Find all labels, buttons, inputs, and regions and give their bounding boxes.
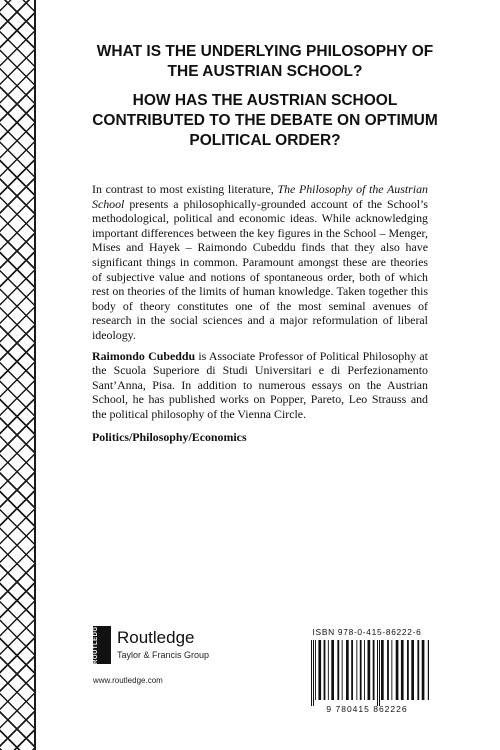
barcode-bar bbox=[315, 640, 316, 700]
barcode-bar bbox=[387, 640, 389, 700]
barcode-bar bbox=[331, 640, 334, 700]
barcode-bar bbox=[364, 640, 365, 700]
barcode-bar bbox=[391, 640, 392, 700]
heading-question-2: HOW HAS THE AUSTRIAN SCHOOL CONTRIBUTED TO THE DEBATE ON OPTIMUM POLITICAL ORDER? bbox=[92, 92, 438, 149]
barcode-bar bbox=[373, 640, 375, 700]
barcode-bar bbox=[351, 640, 353, 700]
barcode-bar bbox=[318, 640, 321, 700]
description-body: presents a philosophically-grounded account of the School’s methodological, political and economic ideas. While acknowledging important differences between the key figures in the School – Menger, Mises and Hayek – Raimondo Cubeddu finds that they also have significant things in common. Paramount amongst these are theories of subjective value and notions of spontaneous order, both of which rest on theories of the limits of human knowledge. Taken together this body of theory constitutes one of the most seminal avenues of research in the social sciences and a major reformulation of liberal ideology. bbox=[92, 196, 428, 342]
barcode-bar bbox=[311, 640, 312, 706]
description-paragraph bbox=[92, 182, 428, 343]
barcode-bar bbox=[328, 640, 329, 700]
book-title: The Philosophy of the Austrian School bbox=[92, 182, 428, 211]
book-description bbox=[92, 182, 428, 450]
barcode-bar bbox=[401, 640, 404, 700]
subject-categories: Politics/Philosophy/Economics bbox=[92, 429, 247, 444]
author-bio: is Associate Professor of Political Philosophy at the Scuola Superiore di Studi Universitari e di Perfezionamento Sant’Anna, Pisa. In addition to numerous essays on the Austrian School, he has published works on Popper, Pareto, Leo Strauss and the political philosophy of the Vienna Circle. bbox=[92, 348, 428, 421]
publisher-group: Taylor & Francis Group bbox=[117, 650, 210, 660]
cover-headings bbox=[90, 42, 440, 160]
barcode-bar bbox=[407, 640, 409, 700]
publisher-website: www.routledge.com bbox=[93, 676, 163, 685]
barcode-bars bbox=[305, 640, 429, 706]
barcode-bar bbox=[396, 640, 399, 700]
barcode-bar bbox=[337, 640, 339, 700]
barcode-bar bbox=[379, 640, 380, 706]
barcode-bar bbox=[368, 640, 371, 700]
barcode-bar bbox=[428, 640, 429, 700]
barcode-bar bbox=[381, 640, 384, 700]
barcode-bar bbox=[313, 640, 314, 706]
barcode-bar bbox=[377, 640, 378, 706]
barcode-digits: 9 780415 862226 bbox=[326, 704, 408, 714]
isbn-label: ISBN 978-0-415-86222-6 bbox=[312, 627, 422, 637]
barcode-bar bbox=[422, 640, 425, 700]
routledge-logo-mark: ROUTLEDGE bbox=[93, 626, 111, 664]
barcode-bar bbox=[417, 640, 419, 700]
description-intro: In contrast to most existing literature, bbox=[92, 182, 278, 196]
barcode-bar bbox=[411, 640, 414, 700]
publisher-name: Routledge bbox=[117, 628, 195, 647]
isbn-barcode bbox=[305, 640, 429, 706]
barcode-bar bbox=[356, 640, 357, 700]
author-paragraph bbox=[92, 349, 428, 422]
barcode-bar bbox=[324, 640, 326, 700]
decorative-pattern-strip bbox=[0, 0, 36, 750]
barcode-bar bbox=[346, 640, 349, 700]
barcode-bar bbox=[360, 640, 362, 700]
heading-question-1: WHAT IS THE UNDERLYING PHILOSOPHY OF THE AUSTRIAN SCHOOL? bbox=[96, 43, 434, 80]
barcode-bar bbox=[342, 640, 343, 700]
publisher-logo bbox=[93, 621, 213, 666]
author-name: Raimondo Cubeddu bbox=[92, 348, 196, 363]
